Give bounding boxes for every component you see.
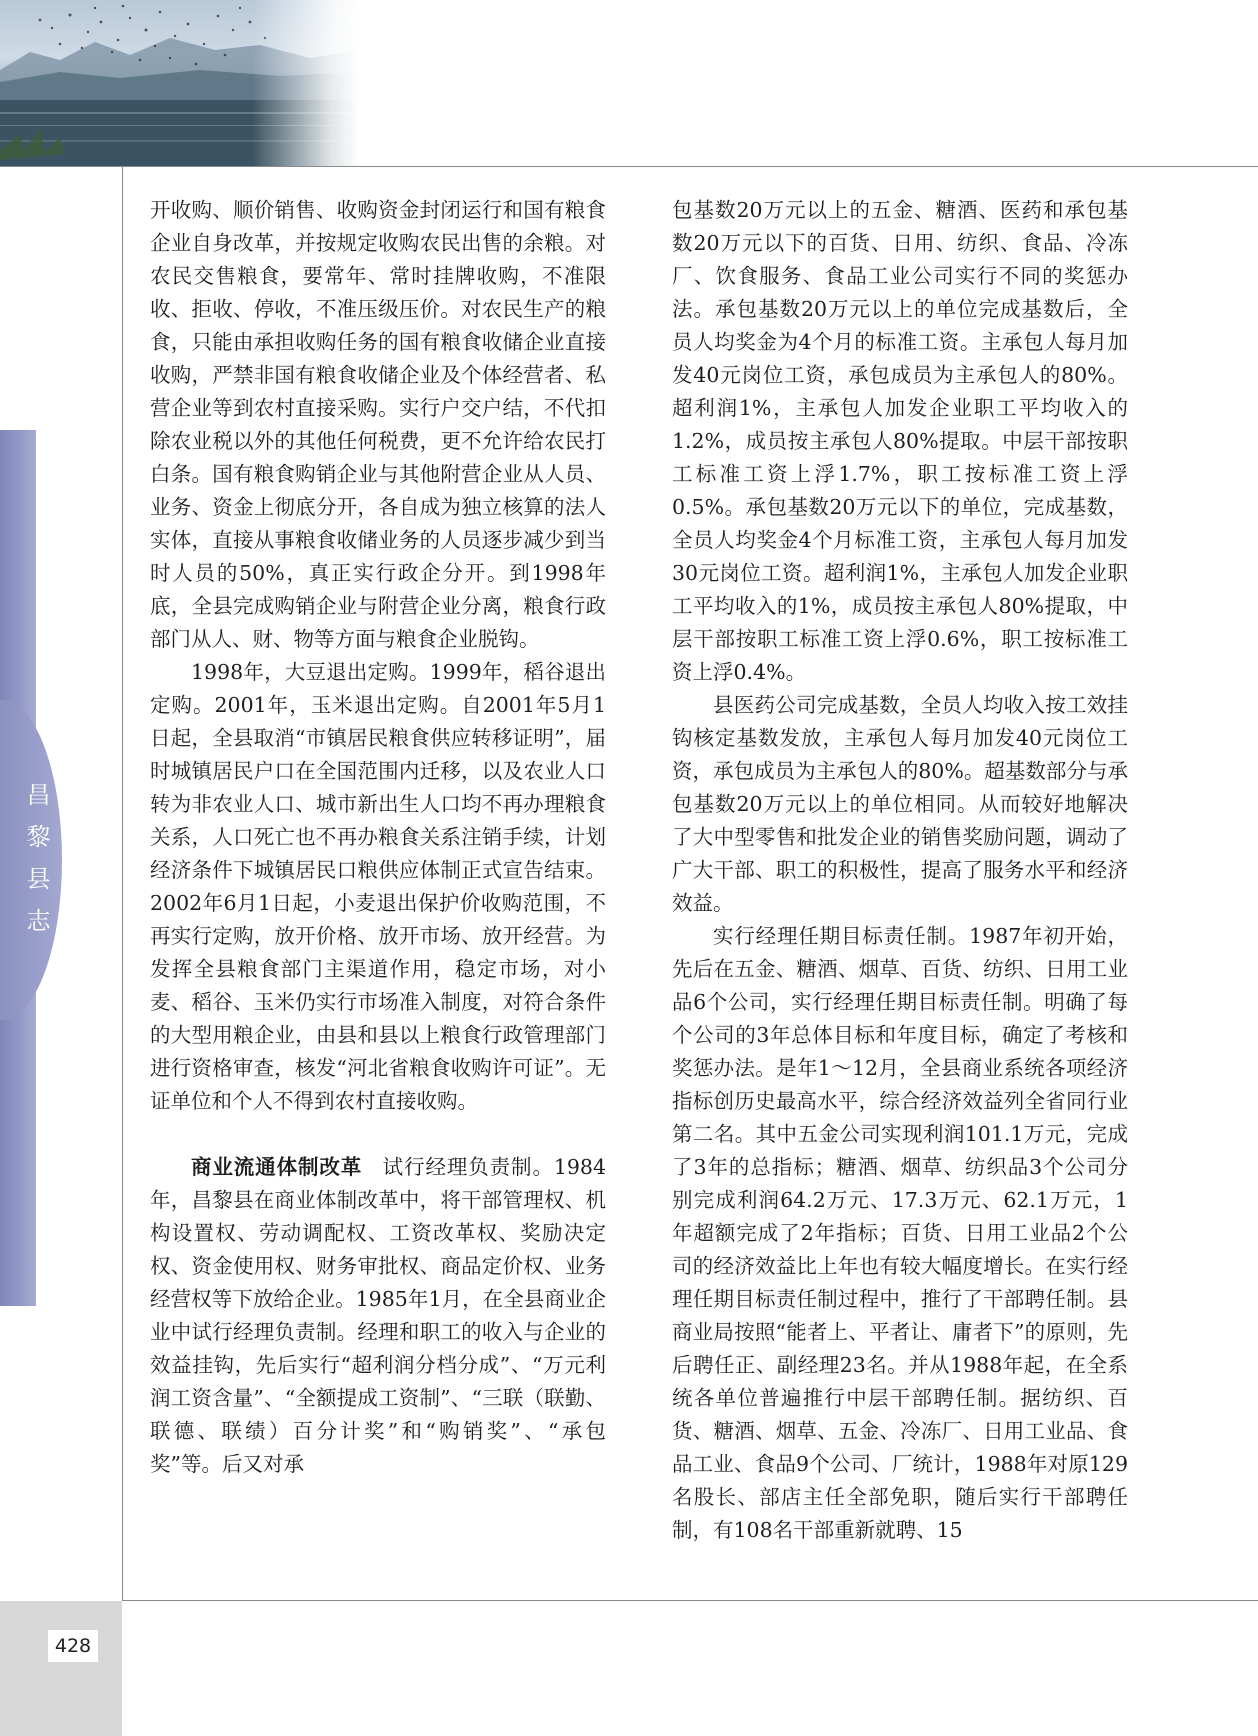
- section-heading: 商业流通体制改革: [191, 1155, 363, 1179]
- paragraph: 县医药公司完成基数，全员人均收入按工效挂钩核定基数发放，主承包人每月加发40元岗位工资，承包成员为主承包人的80%。超基数部分与承包基数20万元以上的单位相同。从而较好地解决了大中型零售和批发企业的销售奖励问题，调动了广大干部、职工的积极性，提高了服务水平和经济效益。: [672, 693, 1128, 915]
- paragraph: 实行经理任期目标责任制。1987年初开始，先后在五金、糖酒、烟草、百货、纺织、日用工业品6个公司，实行经理任期目标责任制。明确了每个公司的3年总体目标和年度目标，确定了考核和奖惩办法。是年1～12月，全县商业系统各项经济指标创历史最高水平，综合经济效益列全省同行业第二名。其中五金公司实现利润101.1万元，完成了3年的总指标；糖酒、烟草、纺织品3个公司分别完成利润64.2万元、17.3万元、62.1万元，1年超额完成了2年指标；百货、日用工业品2个公司的经济效益比上年也有较大幅度增长。在实行经理任期目标责任制过程中，推行了干部聘任制。县商业局按照“能者上、平者让、庸者下”的原则，先后聘任正、副经理23名。并从1988年起，在全系统各单位普遍推行中层干部聘任制。据纺织、百货、糖酒、烟草、五金、冷冻厂、日用工业品、食品工业、食品9个公司、厂统计，1988年对原129名股长、部店主任全部免职，随后实行干部聘任制，有108名干部重新就聘、15: [672, 924, 1128, 1542]
- page-number: 428: [48, 1630, 98, 1662]
- paragraph: 包基数20万元以上的五金、糖酒、医药和承包基数20万元以下的百货、日用、纺织、食品、冷冻厂、饮食服务、食品工业公司实行不同的奖惩办法。承包基数20万元以上的单位完成基数后，全员人均奖金为4个月的标准工资。主承包人每月加发40元岗位工资，承包成员为主承包人的80%。超利润1%，主承包人加发企业职工平均收入的1.2%，成员按主承包人80%提取。中层干部按职工标准工资上浮1.7%，职工按标准工资上浮0.5%。承包基数20万元以下的单位，完成基数，全员人均奖金4个月标准工资，主承包人每月加发30元岗位工资。超利润1%，主承包人加发企业职工平均收入的1%，成员按主承包人80%提取，中层干部按职工标准工资上浮0.6%，职工按标准工资上浮0.4%。: [672, 198, 1128, 684]
- paragraph: 1998年，大豆退出定购。1999年，稻谷退出定购。2001年，玉米退出定购。自2001年5月1日起，全县取消“市镇居民粮食供应转移证明”，届时城镇居民户口在全国范围内迁移，以及农业人口转为非农业人口、城市新出生人口均不再办理粮食关系，人口死亡也不再办粮食关系注销手续，计划经济条件下城镇居民口粮供应体制正式宣告结束。2002年6月1日起，小麦退出保护价收购范围，不再实行定购，放开价格、放开市场、放开经营。为发挥全县粮食部门主渠道作用，稳定市场，对小麦、稻谷、玉米仍实行市场准入制度，对符合条件的大型用粮企业，由县和县以上粮食行政管理部门进行资格审查，核发“河北省粮食收购许可证”。无证单位和个人不得到农村直接收购。: [150, 660, 606, 1113]
- header-divider: [0, 166, 1258, 167]
- paragraph-text: 试行经理负责制。1984年，昌黎县在商业体制改革中，将干部管理权、机构设置权、劳动调配权、工资改革权、奖励决定权、资金使用权、财务审批权、商品定价权、业务经营权等下放给企业。1985年1月，在全县商业企业中试行经理负责制。经理和职工的收入与企业的效益挂钩，先后实行“超利润分档分成”、“万元利润工资含量”、“全额提成工资制”、“三联（联勤、联德、联绩）百分计奖”和“购销奖”、“承包奖”等。后又对承: [150, 1155, 607, 1476]
- margin-divider: [122, 166, 123, 1601]
- right-column: [672, 194, 1128, 1547]
- footer-divider: [122, 1600, 1258, 1601]
- footer-band: [0, 1601, 122, 1736]
- left-column: [150, 194, 606, 1481]
- header-landscape-photo: [0, 0, 360, 166]
- section-paragraph: [150, 1151, 606, 1481]
- book-title: 昌黎县志: [22, 782, 50, 950]
- paragraph: 开收购、顺价销售、收购资金封闭运行和国有粮食企业自身改革，并按规定收购农民出售的余粮。对农民交售粮食，要常年、常时挂牌收购，不准限收、拒收、停收，不准压级压价。对农民生产的粮食，只能由承担收购任务的国有粮食收储企业直接收购，严禁非国有粮食收储企业及个体经营者、私营企业等到农村直接采购。实行户交户结，不代扣除农业税以外的其他任何税费，更不允许给农民打白条。国有粮食购销企业与其他附营企业从人员、业务、资金上彻底分开，各自成为独立核算的法人实体，直接从事粮食收储业务的人员逐步减少到当时人员的50%，真正实行政企分开。到1998年底，全县完成购销企业与附营企业分离，粮食行政部门从人、财、物等方面与粮食企业脱钩。: [150, 198, 606, 651]
